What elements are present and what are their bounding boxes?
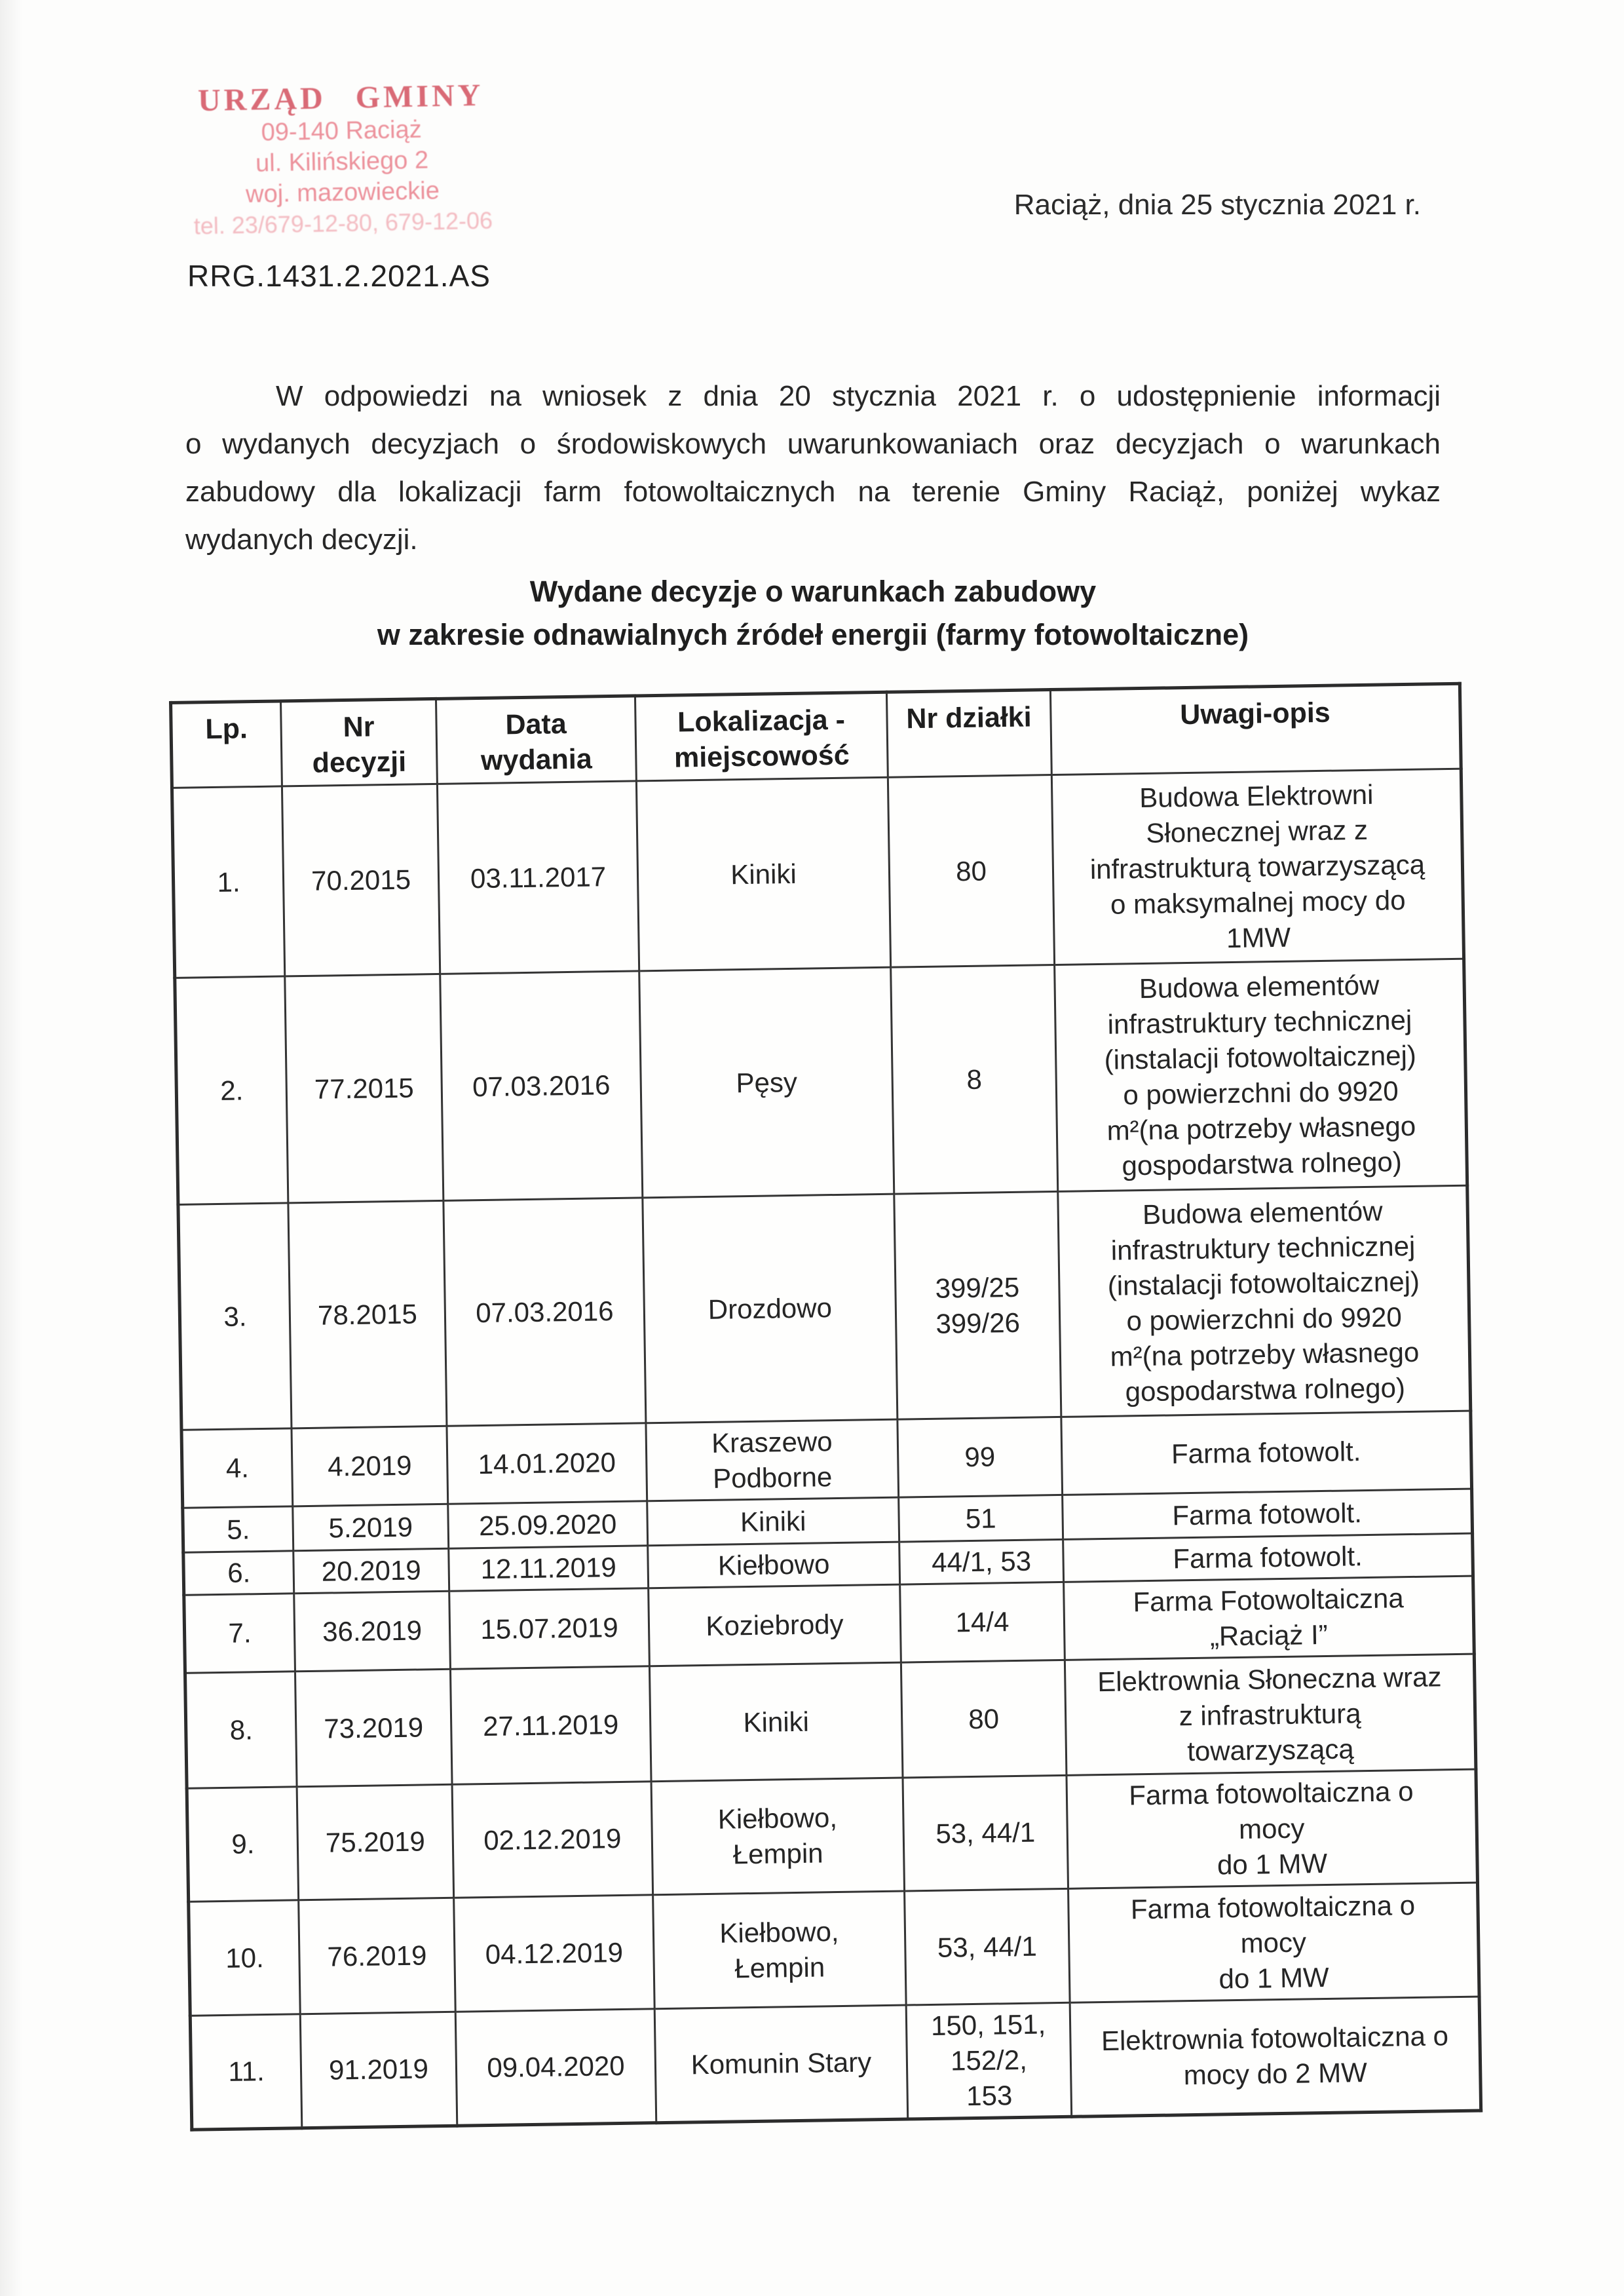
cell-issue-date: 07.03.2016	[440, 971, 643, 1200]
cell-issue-date: 27.11.2019	[450, 1666, 651, 1784]
cell-plot-number: 8	[891, 965, 1058, 1194]
cell-location: Kiniki	[636, 777, 890, 971]
cell-decision-number: 4.2019	[292, 1426, 448, 1506]
cell-lp: 10.	[189, 1900, 301, 2016]
cell-location: Kiniki	[649, 1662, 903, 1782]
header-cell-location: Lokalizacja - miejscowość	[635, 692, 888, 781]
table-row	[178, 1185, 1471, 1430]
reference-number: RRG.1431.2.2021.AS	[187, 259, 491, 293]
header-cell-decision-number: Nr decyzji	[281, 698, 438, 786]
cell-decision-number: 73.2019	[295, 1669, 452, 1786]
cell-remarks: Farma fotowolt.	[1063, 1533, 1473, 1582]
cell-issue-date: 03.11.2017	[437, 781, 639, 974]
table-title-line-1: Wydane decyzje o warunkach zabudowy	[529, 575, 1097, 608]
cell-issue-date: 09.04.2020	[455, 2009, 656, 2126]
body-paragraph	[185, 372, 1441, 564]
cell-location: Kraszewo Podborne	[646, 1419, 899, 1501]
office-stamp	[164, 77, 521, 242]
cell-plot-number: 80	[901, 1660, 1067, 1778]
cell-remarks: Elektrownia Słoneczna wraz z infrastrukturą towarzyszącą	[1065, 1654, 1476, 1775]
cell-plot-number: 44/1, 53	[899, 1539, 1064, 1584]
cell-lp: 3.	[178, 1203, 292, 1430]
cell-lp: 2.	[175, 976, 288, 1204]
cell-location: Kiełbowo, Łempin	[653, 1891, 907, 2009]
scan-edge-shadow	[0, 0, 22, 2296]
cell-plot-number: 53, 44/1	[905, 1888, 1070, 2005]
table-body	[172, 769, 1481, 2130]
cell-decision-number: 75.2019	[297, 1784, 454, 1900]
cell-plot-number: 51	[899, 1495, 1063, 1542]
stamp-voivodeship: woj. mazowieckie	[245, 177, 440, 208]
cell-location: Drozdowo	[643, 1194, 897, 1423]
stamp-org-name: URZĄD GMINY	[197, 77, 484, 119]
cell-issue-date: 07.03.2016	[444, 1198, 646, 1426]
cell-location: Kiełbowo, Łempin	[651, 1778, 905, 1895]
cell-decision-number: 76.2019	[299, 1898, 456, 2014]
cell-plot-number: 53, 44/1	[903, 1775, 1068, 1891]
cell-remarks: Farma Fotowoltaiczna „Raciąż I”	[1064, 1576, 1475, 1660]
header-cell-issue-date: Data wydania	[436, 696, 636, 784]
cell-decision-number: 70.2015	[282, 784, 440, 976]
cell-lp: 11.	[190, 2014, 302, 2130]
cell-issue-date: 12.11.2019	[449, 1546, 649, 1592]
decisions-table	[169, 682, 1482, 2132]
cell-decision-number: 36.2019	[294, 1591, 451, 1672]
table-row	[189, 1883, 1479, 2016]
cell-lp: 5.	[183, 1506, 293, 1552]
cell-remarks: Budowa elementów infrastruktury technicznej (instalacji fotowoltaicznej) o powierzchni do 9920 m²(na potrzeby własnego gospodarstwa rolnego)	[1058, 1185, 1471, 1417]
cell-issue-date: 04.12.2019	[454, 1895, 655, 2012]
date-line: Raciąż, dnia 25 stycznia 2021 r.	[1013, 189, 1421, 221]
cell-issue-date: 25.09.2020	[448, 1501, 648, 1549]
cell-location: Pęsy	[639, 967, 894, 1198]
cell-lp: 9.	[187, 1787, 299, 1902]
cell-issue-date: 15.07.2019	[449, 1588, 650, 1669]
cell-plot-number: 150, 151, 152/2, 153	[906, 2002, 1072, 2119]
cell-remarks: Farma fotowoltaiczna o mocy do 1 MW	[1068, 1883, 1480, 2002]
cell-remarks: Farma fotowolt.	[1061, 1411, 1472, 1495]
cell-decision-number: 91.2019	[300, 2012, 457, 2128]
cell-plot-number: 99	[897, 1417, 1063, 1497]
header-cell-remarks: Uwagi-opis	[1050, 683, 1461, 775]
cell-lp: 1.	[172, 786, 284, 978]
cell-plot-number: 80	[888, 775, 1054, 968]
body-line: zabudowy dla lokalizacji farm fotowoltaicznych na terenie Gminy Raciąż, poniżej wykaz	[185, 476, 1441, 508]
cell-location: Komunin Stary	[654, 2005, 908, 2123]
table-row	[190, 1997, 1481, 2130]
cell-decision-number: 78.2015	[288, 1200, 447, 1428]
header-cell-lp: Lp.	[171, 701, 282, 788]
cell-location: Kiniki	[647, 1497, 899, 1546]
cell-decision-number: 5.2019	[293, 1504, 449, 1551]
table-title-line-2: w zakresie odnawialnych źródeł energii (farmy fotowoltaiczne)	[377, 618, 1249, 651]
cell-issue-date: 02.12.2019	[452, 1782, 653, 1898]
table-row	[187, 1769, 1477, 1902]
cell-issue-date: 14.01.2020	[447, 1423, 647, 1504]
cell-decision-number: 77.2015	[285, 974, 444, 1202]
cell-plot-number: 14/4	[900, 1582, 1065, 1662]
table-row	[175, 959, 1467, 1204]
cell-lp: 6.	[183, 1551, 294, 1595]
decisions-table-wrap	[169, 682, 1482, 2132]
cell-lp: 7.	[184, 1594, 295, 1673]
table-row	[185, 1654, 1476, 1788]
cell-decision-number: 20.2019	[293, 1548, 449, 1594]
cell-remarks: Elektrownia fotowoltaiczna o mocy do 2 MW	[1070, 1997, 1481, 2116]
cell-remarks: Budowa Elektrowni Słonecznej wraz z infrastrukturą towarzyszącą o maksymalnej mocy do 1MW	[1051, 769, 1463, 965]
table-title	[185, 570, 1441, 657]
cell-location: Koziebrody	[649, 1584, 901, 1666]
header-cell-plot-number: Nr działki	[886, 690, 1051, 778]
cell-remarks: Farma fotowolt.	[1063, 1489, 1473, 1539]
stamp-postal: 09-140 Raciąż	[261, 115, 423, 147]
cell-lp: 8.	[185, 1672, 297, 1788]
cell-remarks: Budowa elementów infrastruktury technicznej (instalacji fotowoltaicznej) o powierzchni do 9920 m²(na potrzeby własnego gospodarstwa rolnego)	[1055, 959, 1467, 1191]
body-line: wydanych decyzji.	[185, 524, 418, 556]
table-row	[172, 769, 1463, 978]
cell-lp: 4.	[181, 1428, 293, 1508]
cell-location: Kiełbowo	[648, 1542, 900, 1588]
cell-remarks: Farma fotowoltaiczna o mocy do 1 MW	[1067, 1769, 1477, 1888]
stamp-phone: tel. 23/679-12-80, 679-12-06	[193, 206, 493, 240]
stamp-street: ul. Kilińskiego 2	[255, 146, 429, 178]
body-line: W odpowiedzi na wniosek z dnia 20 stycznia 2021 r. o udostępnienie informacji	[276, 380, 1441, 412]
cell-plot-number: 399/25 399/26	[894, 1191, 1061, 1419]
body-line: o wydanych decyzjach o środowiskowych uwarunkowaniach oraz decyzjach o warunkach	[185, 428, 1441, 460]
